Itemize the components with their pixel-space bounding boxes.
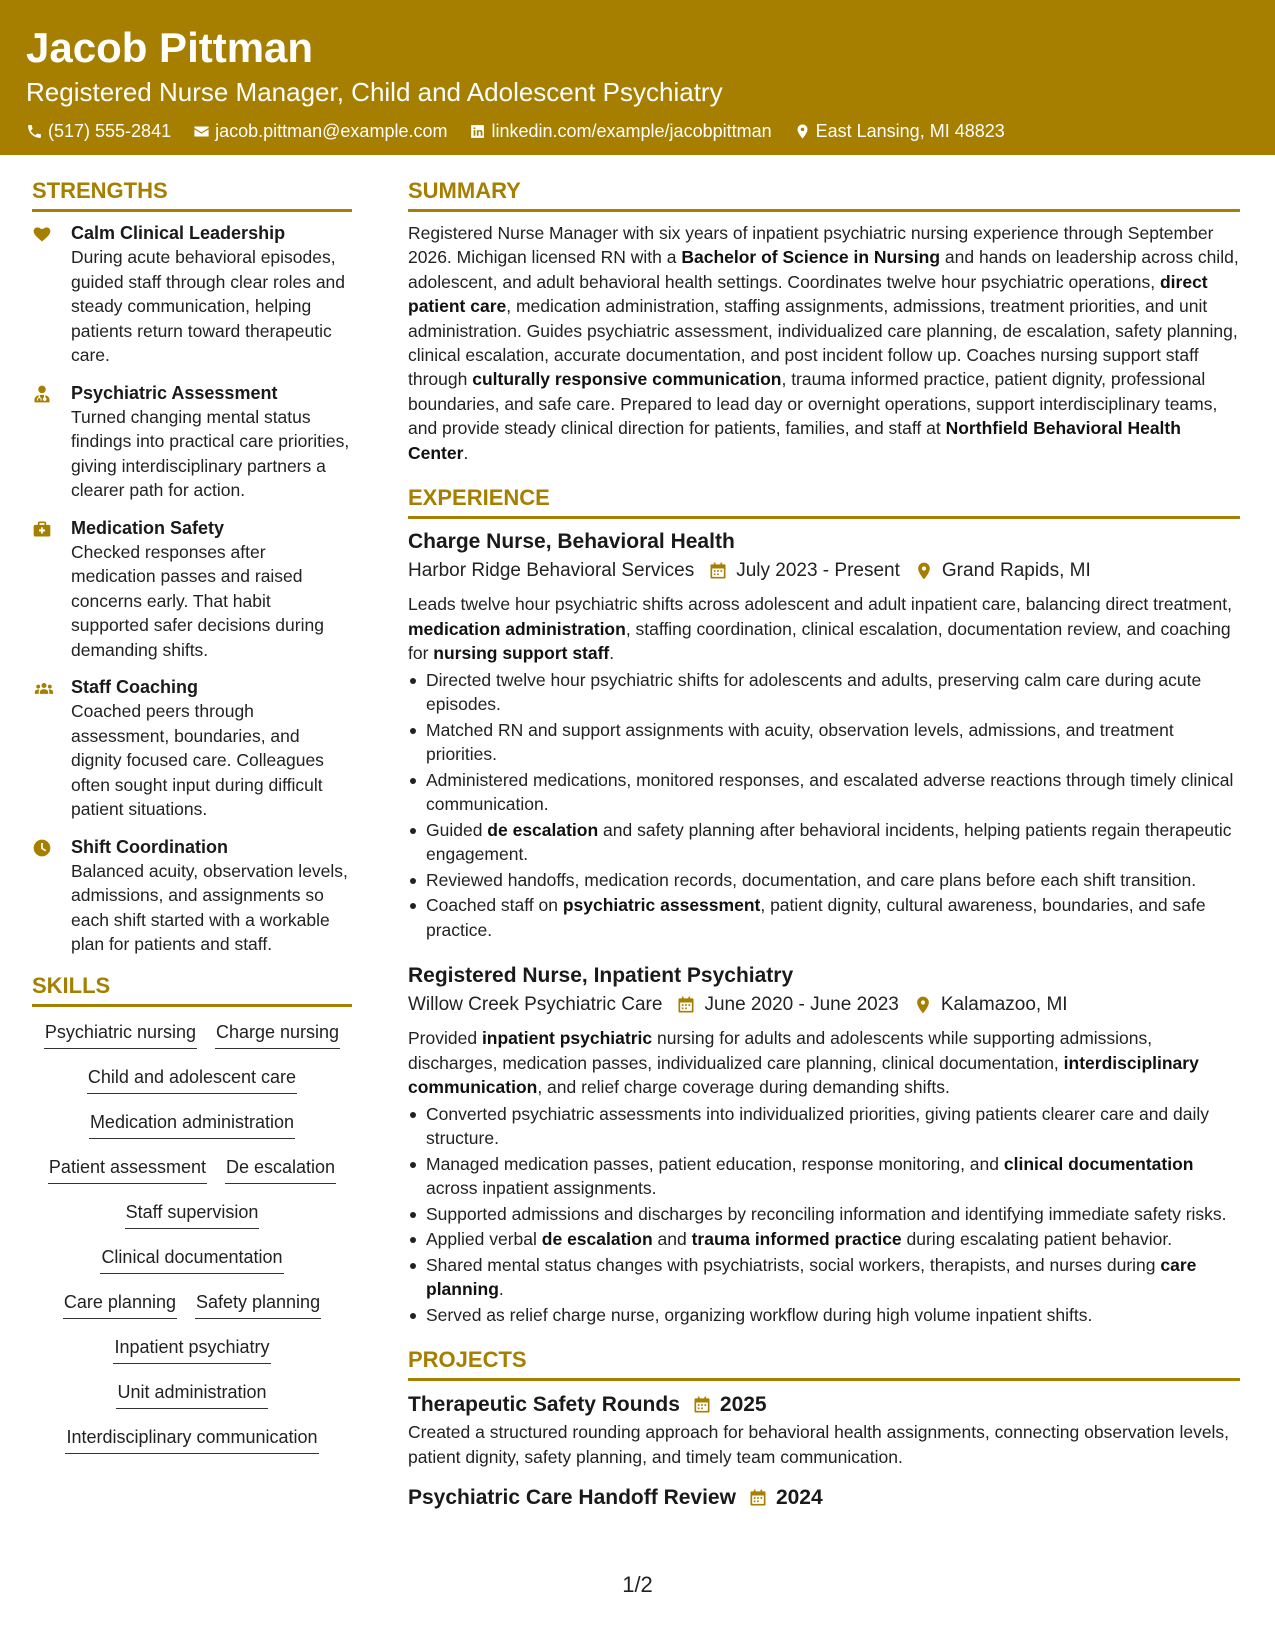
bullet-item: Applied verbal de escalation and trauma informed practice during escalating patient behavior. — [408, 1227, 1240, 1252]
projects-heading: PROJECTS — [408, 1345, 1240, 1381]
strength-item — [32, 221, 352, 368]
skill-tag: Staff supervision — [125, 1200, 260, 1229]
bullet-item: Administered medications, monitored responses, and escalated adverse reactions through timely clinical communication. — [408, 768, 1240, 817]
skill-tag: Psychiatric nursing — [44, 1020, 197, 1049]
email-text: jacob.pittman@example.com — [215, 121, 448, 141]
skills-heading: SKILLS — [32, 971, 352, 1007]
strength-title: Psychiatric Assessment — [71, 382, 278, 403]
skill-row — [32, 1018, 352, 1063]
map-pin-icon — [914, 561, 934, 581]
bold-phrase: direct patient care — [408, 271, 1208, 317]
strengths-heading: STRENGTHS — [32, 176, 352, 212]
linkedin-text: linkedin.com/example/jacobpittman — [491, 121, 772, 141]
skills-list — [32, 1018, 352, 1468]
job-location: Kalamazoo, MI — [940, 994, 1068, 1016]
job-description: Leads twelve hour psychiatric shifts across adolescent and adult inpatient care, balancing direct treatment, medication administration, staffing coordination, clinical escalation, documentation review, and coaching for nursing support staff. — [408, 594, 1232, 664]
skill-tag: De escalation — [225, 1155, 336, 1184]
job-company: Willow Creek Psychiatric Care — [408, 994, 663, 1016]
bold-phrase: medication administration — [408, 618, 626, 639]
strength-desc: During acute behavioral episodes, guided staff through clear roles and steady communication, helping patients return toward therapeutic care. — [71, 247, 346, 365]
bullet-item: Directed twelve hour psychiatric shifts for adolescents and adults, preserving calm care during acute episodes. — [408, 668, 1240, 717]
skill-tag: Unit administration — [116, 1380, 267, 1409]
bullet-item: Managed medication passes, patient education, response monitoring, and clinical documentation across inpatient assignments. — [408, 1152, 1240, 1201]
strength-title: Calm Clinical Leadership — [71, 223, 286, 243]
phone-text: (517) 555-2841 — [48, 121, 172, 141]
resume-header — [0, 0, 1275, 155]
strength-item — [32, 675, 352, 822]
project-year: 2024 — [775, 1486, 823, 1510]
bold-phrase: Bachelor of Science in Nursing — [681, 247, 941, 268]
job-dates: June 2020 - June 2023 — [704, 994, 899, 1016]
job-entry — [408, 528, 1240, 942]
medkit-icon — [32, 519, 52, 539]
strength-desc: Coached peers through assessment, boundaries, and dignity focused care. Colleagues often sought input during difficult patient situations. — [71, 701, 324, 819]
bold-phrase: culturally responsive communication — [472, 369, 782, 390]
project-header — [408, 1390, 1240, 1420]
strength-item — [32, 516, 352, 663]
candidate-title: Registered Nurse Manager, Child and Adolescent Psychiatry — [26, 77, 723, 107]
bold-phrase: clinical documentation — [1003, 1153, 1194, 1174]
skill-row — [32, 1288, 352, 1333]
skill-row — [32, 1063, 352, 1108]
calendar-icon — [748, 1488, 768, 1508]
skill-tag: Charge nursing — [215, 1020, 340, 1049]
strength-title: Medication Safety — [71, 517, 225, 538]
skill-tag: Medication administration — [89, 1110, 295, 1139]
bullet-item: Shared mental status changes with psychiatrists, social workers, therapists, and nurses during care planning. — [408, 1253, 1240, 1302]
job-meta — [408, 556, 1240, 586]
calendar-icon — [676, 995, 696, 1015]
contact-bar — [26, 120, 1249, 142]
heart-icon — [32, 224, 52, 244]
skill-row — [32, 1378, 352, 1423]
page-number: 1/2 — [622, 1572, 653, 1597]
skill-row — [32, 1423, 352, 1468]
strength-desc: Balanced acuity, observation levels, admissions, and assignments so each shift started with a workable plan for patients and staff. — [71, 860, 348, 954]
linkedin-icon — [469, 123, 486, 140]
skill-row — [32, 1198, 352, 1243]
strength-title: Staff Coaching — [71, 677, 199, 697]
strength-item — [32, 835, 352, 957]
skill-tag: Patient assessment — [48, 1155, 207, 1184]
bullet-item: Reviewed handoffs, medication records, documentation, and care plans before each shift transition. — [408, 868, 1240, 893]
bullet-item: Converted psychiatric assessments into individualized priorities, giving patients clearer care and daily structure. — [408, 1102, 1240, 1151]
job-description: Provided inpatient psychiatric nursing for adults and adolescents while supporting admissions, discharges, medication passes, individualized care planning, clinical documentation, interdisciplinary communication, and relief charge coverage during demanding shifts. — [408, 1028, 1199, 1098]
skill-tag: Clinical documentation — [100, 1245, 283, 1274]
bold-phrase: trauma informed practice — [691, 1229, 902, 1250]
project-title: Psychiatric Care Handoff Review — [408, 1486, 736, 1510]
strength-item — [32, 381, 352, 503]
job-meta — [408, 990, 1240, 1020]
clock-icon — [32, 838, 52, 858]
job-company: Harbor Ridge Behavioral Services — [408, 560, 695, 582]
contact-linkedin[interactable] — [469, 120, 771, 142]
bullet-item: Supported admissions and discharges by reconciling information and identifying immediate safety risks. — [408, 1202, 1240, 1227]
bullet-item: Coached staff on psychiatric assessment, patient dignity, cultural awareness, boundaries, and safe practice. — [408, 893, 1240, 942]
skill-row — [32, 1108, 352, 1153]
strength-title: Shift Coordination — [71, 836, 228, 857]
skill-row — [32, 1153, 352, 1198]
skill-row — [32, 1333, 352, 1378]
bullet-item: Matched RN and support assignments with acuity, observation levels, admissions, and treatment priorities. — [408, 718, 1240, 767]
bold-phrase: care planning — [426, 1254, 1197, 1300]
bullet-item: Served as relief charge nurse, organizing workflow during high volume inpatient shifts. — [408, 1303, 1240, 1328]
job-bullets — [408, 1102, 1240, 1328]
strength-desc: Checked responses after medication passes and raised concerns early. That habit supported safer decisions during demanding shifts. — [71, 541, 324, 660]
map-pin-icon — [913, 995, 933, 1015]
bold-phrase: psychiatric assessment — [562, 895, 761, 916]
strength-desc: Turned changing mental status findings into practical care priorities, giving interdisciplinary partners a clearer path for action. — [71, 406, 350, 500]
map-pin-icon — [794, 123, 811, 140]
contact-location — [794, 120, 1005, 142]
left-column — [32, 176, 352, 1468]
contact-phone[interactable] — [26, 120, 171, 142]
skill-tag: Safety planning — [195, 1290, 321, 1319]
calendar-icon — [708, 561, 728, 581]
calendar-icon — [692, 1395, 712, 1415]
phone-icon — [26, 123, 43, 140]
bold-phrase: de escalation — [487, 819, 599, 840]
contact-email[interactable] — [193, 120, 447, 142]
user-doctor-icon — [32, 384, 52, 404]
candidate-name: Jacob Pittman — [26, 24, 314, 71]
project-year: 2025 — [719, 1393, 767, 1417]
job-title: Registered Nurse, Inpatient Psychiatry — [408, 964, 794, 988]
bold-phrase: interdisciplinary communication — [408, 1052, 1199, 1098]
users-icon — [32, 678, 56, 698]
skill-tag: Interdisciplinary communication — [65, 1425, 318, 1454]
bold-phrase: nursing support staff — [433, 643, 610, 664]
envelope-icon — [193, 123, 210, 140]
location-text: East Lansing, MI 48823 — [815, 121, 1005, 141]
job-entry — [408, 962, 1240, 1327]
job-dates: July 2023 - Present — [736, 560, 900, 582]
skill-tag: Child and adolescent care — [87, 1065, 297, 1094]
project-entry — [408, 1483, 1240, 1513]
bold-phrase: de escalation — [541, 1229, 653, 1250]
experience-heading: EXPERIENCE — [408, 483, 1240, 519]
summary-text: Registered Nurse Manager with six years of inpatient psychiatric nursing experience through September 2026. Michigan licensed RN with a Bachelor of Science in Nursing and hands on leadership across child, adolescent, and adult behavioral health settings. Coordinates twelve hour psychiatric operations, direct patient care, medication administration, staffing assignments, admissions, treatment priorities, and unit administration. Guides psychiatric assessment, individualized care planning, de escalation, safety planning, clinical escalation, accurate documentation, and post incident follow up. Coaches nursing support staff through culturally responsive communication, trauma informed practice, patient dignity, professional boundaries, and safe care. Prepared to lead day or overnight operations, support interdisciplinary teams, and provide steady clinical direction for patients, families, and staff at Northfield Behavioral Health Center. — [408, 223, 1239, 463]
project-entry — [408, 1390, 1240, 1469]
bold-phrase: Northfield Behavioral Health Center — [408, 418, 1181, 463]
job-location: Grand Rapids, MI — [941, 560, 1091, 582]
project-description: Created a structured rounding approach for behavioral health assignments, connecting observation levels, patient dignity, safety planning, and timely team communication. — [408, 1422, 1230, 1467]
project-header — [408, 1483, 1240, 1513]
skill-tag: Care planning — [63, 1290, 177, 1319]
job-title: Charge Nurse, Behavioral Health — [408, 530, 735, 554]
summary-heading: SUMMARY — [408, 176, 1240, 212]
bold-phrase: inpatient psychiatric — [481, 1028, 653, 1049]
job-bullets — [408, 668, 1240, 943]
bullet-item: Guided de escalation and safety planning after behavioral incidents, helping patients regain therapeutic engagement. — [408, 818, 1240, 867]
right-column — [408, 176, 1240, 1525]
skill-row — [32, 1243, 352, 1288]
skill-tag: Inpatient psychiatry — [113, 1335, 270, 1364]
project-title: Therapeutic Safety Rounds — [408, 1393, 680, 1417]
